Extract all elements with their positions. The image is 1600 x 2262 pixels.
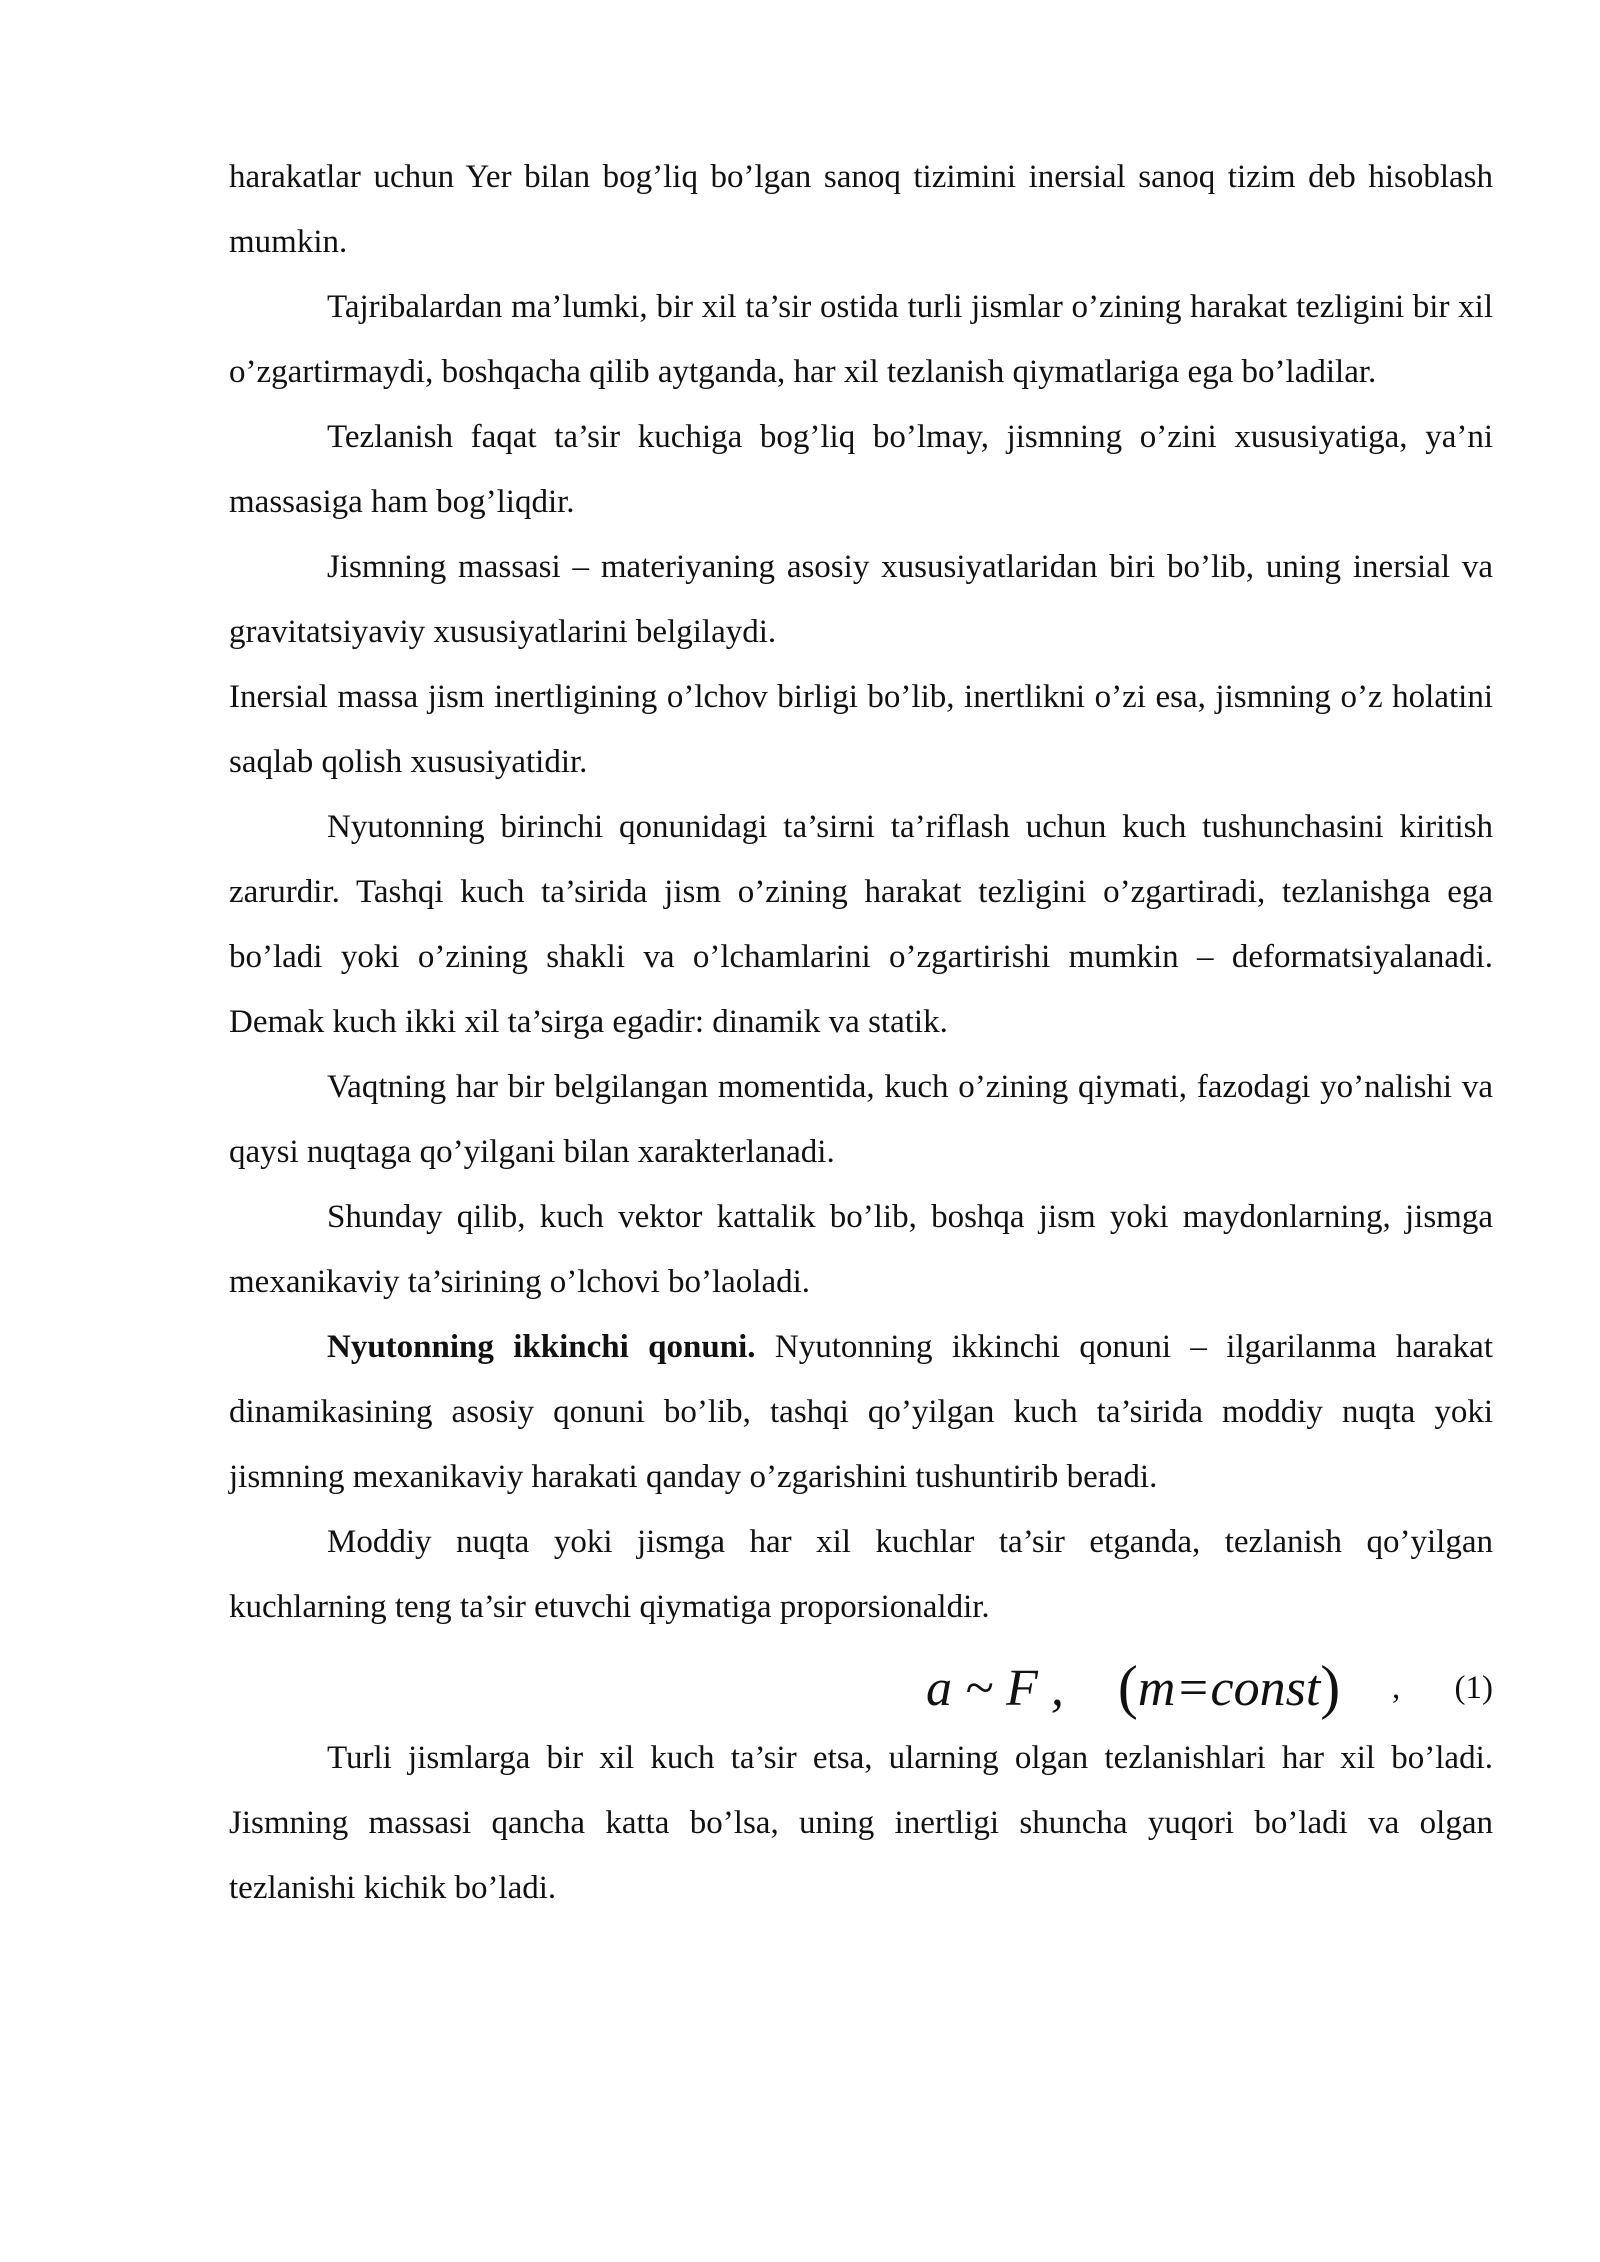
equation-1: [229, 1642, 1493, 1732]
paragraph-inertial-frame: harakatlar uchun Yer bilan bog’liq bo’lgan sanoq tizimini inersial sanoq tizim deb hisoblash mumkin.: [229, 159, 1493, 260]
newton-second-law-heading: Nyutonning ikkinchi qonuni.: [327, 1329, 756, 1365]
paragraph-force-concept: Nyutonning birinchi qonunidagi ta’sirni ta’riflash uchun kuch tushunchasini kiritish zarurdir. Tashqi kuch ta’sirida jism o’zining harakat tezligini o’zgartiradi, tezlanishga ega bo’ladi yoki o’zining shakli va o’lchamlarini o’zgartirishi mumkin – deformatsiyalanadi. Demak kuch ikki xil ta’sirga egadir: dinamik va statik.: [229, 809, 1493, 1040]
equation-open-paren: (: [1117, 1654, 1138, 1720]
equation-lhs: a ~ F ,: [926, 1660, 1064, 1717]
paragraph-newton-second-law: [229, 1315, 1493, 1510]
paragraph-force-vector: Shunday qilib, kuch vektor kattalik bo’lib, boshqa jism yoki maydonlarning, jismga mexanikaviy ta’sirining o’lchovi bo’laoladi.: [229, 1199, 1493, 1300]
paragraph-acceleration-mass: Tezlanish faqat ta’sir kuchiga bog’liq bo’lmay, jismning o’zini xususiyatiga, ya’ni massasiga ham bog’liqdir.: [229, 419, 1493, 520]
equation-trailing-comma: ,: [1392, 1670, 1401, 1706]
equation-close-paren: ): [1320, 1654, 1341, 1720]
equation-condition: m=const: [1137, 1660, 1321, 1717]
paragraph-conclusion: Turli jismlarga bir xil kuch ta’sir etsa, ularning olgan tezlanishlari har xil bo’ladi. Jismning massasi qancha katta bo’lsa, uning inertligi shuncha yuqori bo’ladi va olgan tezlanishi kichik bo’ladi.: [229, 1740, 1493, 1906]
paragraph-proportionality: Moddiy nuqta yoki jismga har xil kuchlar ta’sir etganda, tezlanish qo’yilgan kuchlarning teng ta’sir etuvchi qiymatiga proporsionaldir.: [229, 1524, 1493, 1625]
paragraph-mass-definition: Jismning massasi – materiyaning asosiy xususiyatlaridan biri bo’lib, uning inersial va gravitatsiyaviy xususiyatlarini belgilaydi.: [229, 549, 1493, 650]
paragraph-experiments: Tajribalardan ma’lumki, bir xil ta’sir ostida turli jismlar o’zining harakat tezligini bir xil o’zgartirmaydi, boshqacha qilib aytganda, har xil tezlanish qiymatlariga ega bo’ladilar.: [229, 289, 1493, 390]
equation-number: (1): [1454, 1670, 1493, 1706]
paragraph-inertial-mass: Inersial massa jism inertligining o’lchov birligi bo’lib, inertlikni o’zi esa, jismning o’z holatini saqlab qolish xususiyatidir.: [229, 679, 1493, 780]
equation-formula: [926, 1642, 1340, 1734]
paragraph-force-characteristics: Vaqtning har bir belgilangan momentida, kuch o’zining qiymati, fazodagi yo’nalishi va qaysi nuqtaga qo’yilgani bilan xarakterlanadi.: [229, 1069, 1493, 1170]
newton-second-law-text: Nyutonning ikkinchi qonuni – ilgarilanma harakat dinamikasining asosiy qonuni bo’lib, tashqi qo’yilgan kuch ta’sirida moddiy nuqta yoki jismning mexanikaviy harakati qanday o’zgarishini tushuntirib beradi.: [229, 1329, 1493, 1495]
document-page: [229, 145, 1493, 1921]
